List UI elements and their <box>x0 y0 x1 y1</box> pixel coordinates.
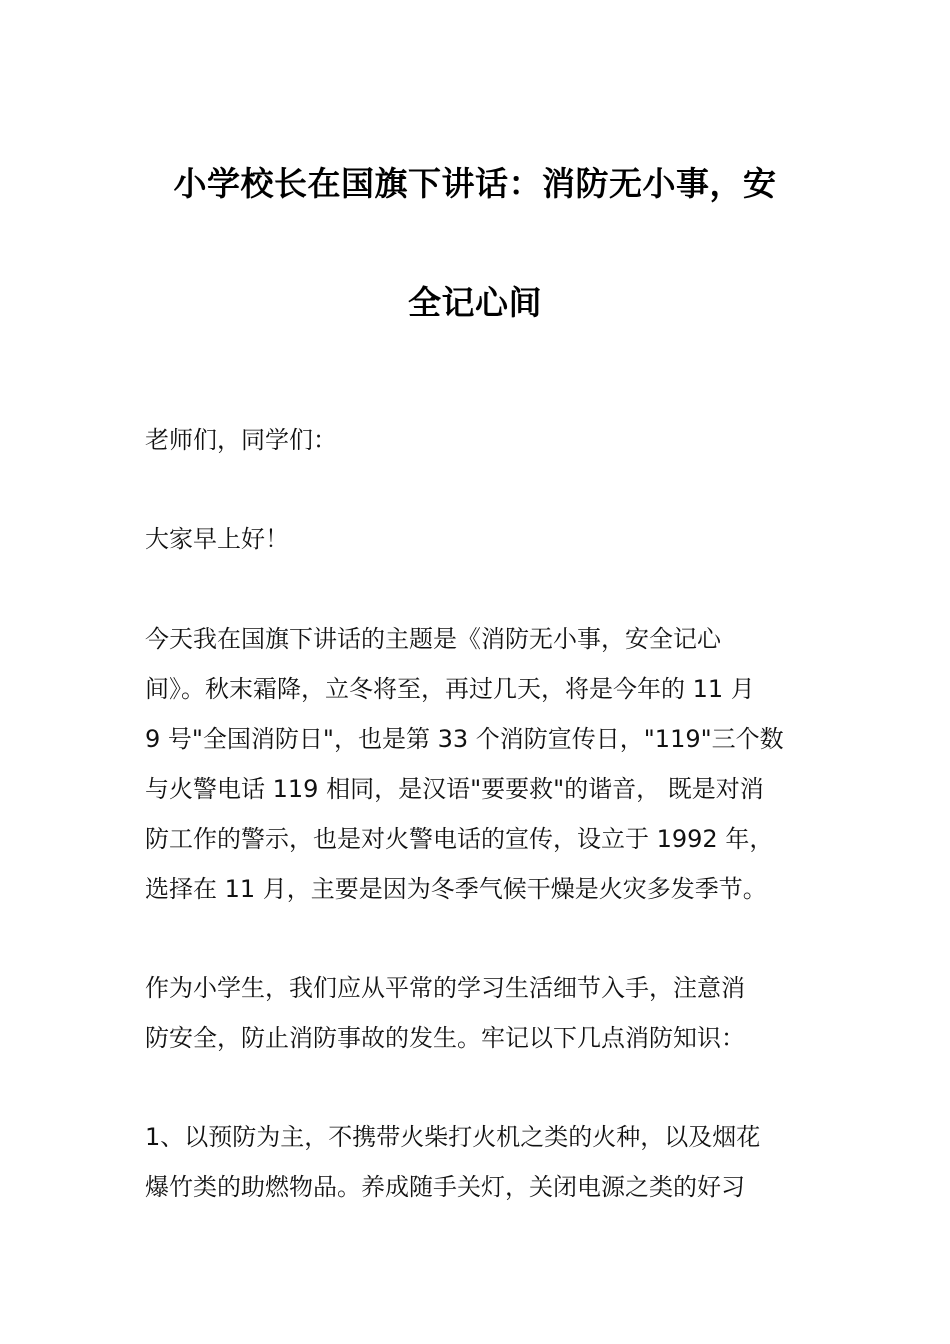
paragraph-1-line-4: 与火警电话 119 相同，是汉语"要要救"的谐音， 既是对消 <box>145 775 764 803</box>
good-morning-text: 大家早上好！ <box>145 525 289 553</box>
paragraph-1-line-2: 间》。秋末霜降，立冬将至，再过几天，将是今年的 11 月 <box>145 675 755 703</box>
paragraph-1-line-6: 选择在 11 月，主要是因为冬季气候干燥是火灾多发季节。 <box>145 875 767 903</box>
paragraph-3-line-1: 1、以预防为主，不携带火柴打火机之类的火种，以及烟花 <box>145 1123 761 1151</box>
paragraph-1-line-3: 9 号"全国消防日"，也是第 33 个消防宣传日，"119"三个数 <box>145 725 784 753</box>
document-title-line-1: 小学校长在国旗下讲话：消防无小事，安 <box>173 164 777 203</box>
paragraph-3-line-2: 爆竹类的助燃物品。养成随手关灯，关闭电源之类的好习 <box>145 1173 745 1201</box>
document-title-line-2: 全记心间 <box>408 283 542 322</box>
greeting-text: 老师们，同学们： <box>145 426 337 454</box>
paragraph-2-line-2: 防安全，防止消防事故的发生。牢记以下几点消防知识： <box>145 1024 745 1052</box>
paragraph-1-line-5: 防工作的警示，也是对火警电话的宣传，设立于 1992 年， <box>145 825 774 853</box>
paragraph-1-line-1: 今天我在国旗下讲话的主题是《消防无小事，安全记心 <box>145 625 721 653</box>
paragraph-2-line-1: 作为小学生，我们应从平常的学习生活细节入手，注意消 <box>145 974 745 1002</box>
